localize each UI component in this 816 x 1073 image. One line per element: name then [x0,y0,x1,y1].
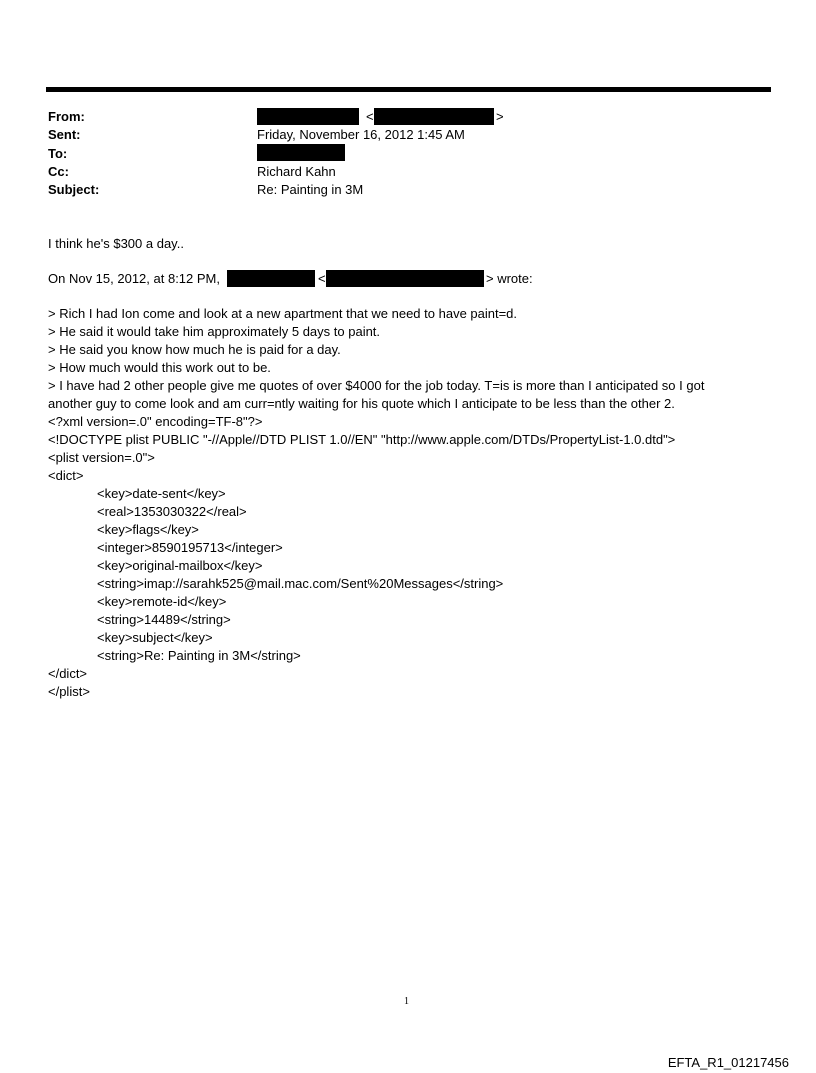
dict-line: <string>Re: Painting in 3M</string> [97,648,301,663]
xml-line: <plist version=.0"> [48,450,155,465]
dict-line: <key>subject</key> [97,630,213,645]
quoted-line: > Rich I had Ion come and look at a new apartment that we need to have paint=d. [48,306,518,321]
quoted-line: > I have had 2 other people give me quotes of over $4000 for the job today. T=is is more than I anticipated so I got [48,378,705,393]
dict-line: <key>date-sent</key> [97,486,226,501]
page-number: 1 [404,996,409,1007]
quote-intro-end: > wrote: [486,271,533,286]
from-gt: > [496,109,504,124]
to-label: To: [48,146,68,161]
quote-email-redaction [326,270,484,287]
xml-line: <dict> [48,468,84,483]
quoted-line: > He said you know how much he is paid for a day. [48,342,341,357]
from-email-redaction [374,108,494,125]
dict-line: <string>14489</string> [97,612,231,627]
dict-line: <key>flags</key> [97,522,199,537]
cc-label: Cc: [48,164,69,179]
to-redaction [257,144,345,161]
document-id: EFTA_R1_01217456 [667,1055,789,1070]
from-label: From: [48,109,85,124]
header-rule [46,87,771,92]
xml-line: <!DOCTYPE plist PUBLIC "-//Apple//DTD PLIST 1.0//EN" "http://www.apple.com/DTDs/PropertyList-1.0.dtd"> [48,432,676,447]
quote-intro-start: On Nov 15, 2012, at 8:12 PM, [48,271,220,286]
quoted-line: > How much would this work out to be. [48,360,271,375]
closing-line: </plist> [48,684,90,699]
sent-label: Sent: [48,127,81,142]
quote-name-redaction [227,270,315,287]
closing-line: </dict> [48,666,88,681]
dict-line: <key>original-mailbox</key> [97,558,263,573]
quoted-line: > He said it would take him approximately 5 days to paint. [48,324,381,339]
dict-line: <string>imap://sarahk525@mail.mac.com/Sent%20Messages</string> [97,576,504,591]
quoted-line: another guy to come look and am curr=ntly waiting for his quote which I anticipate to be less than the other 2. [48,396,675,411]
sent-value: Friday, November 16, 2012 1:45 AM [257,127,465,142]
dict-line: <key>remote-id</key> [97,594,227,609]
reply-text: I think he's $300 a day.. [48,236,184,251]
subject-value: Re: Painting in 3M [257,182,364,197]
from-name-redaction [257,108,359,125]
subject-label: Subject: [48,182,100,197]
cc-value: Richard Kahn [257,164,336,179]
xml-line: <?xml version=.0" encoding=TF-8"?> [48,414,263,429]
quote-intro-lt: < [318,271,326,286]
dict-line: <integer>8590195713</integer> [97,540,283,555]
from-lt: < [366,109,374,124]
dict-line: <real>1353030322</real> [97,504,247,519]
